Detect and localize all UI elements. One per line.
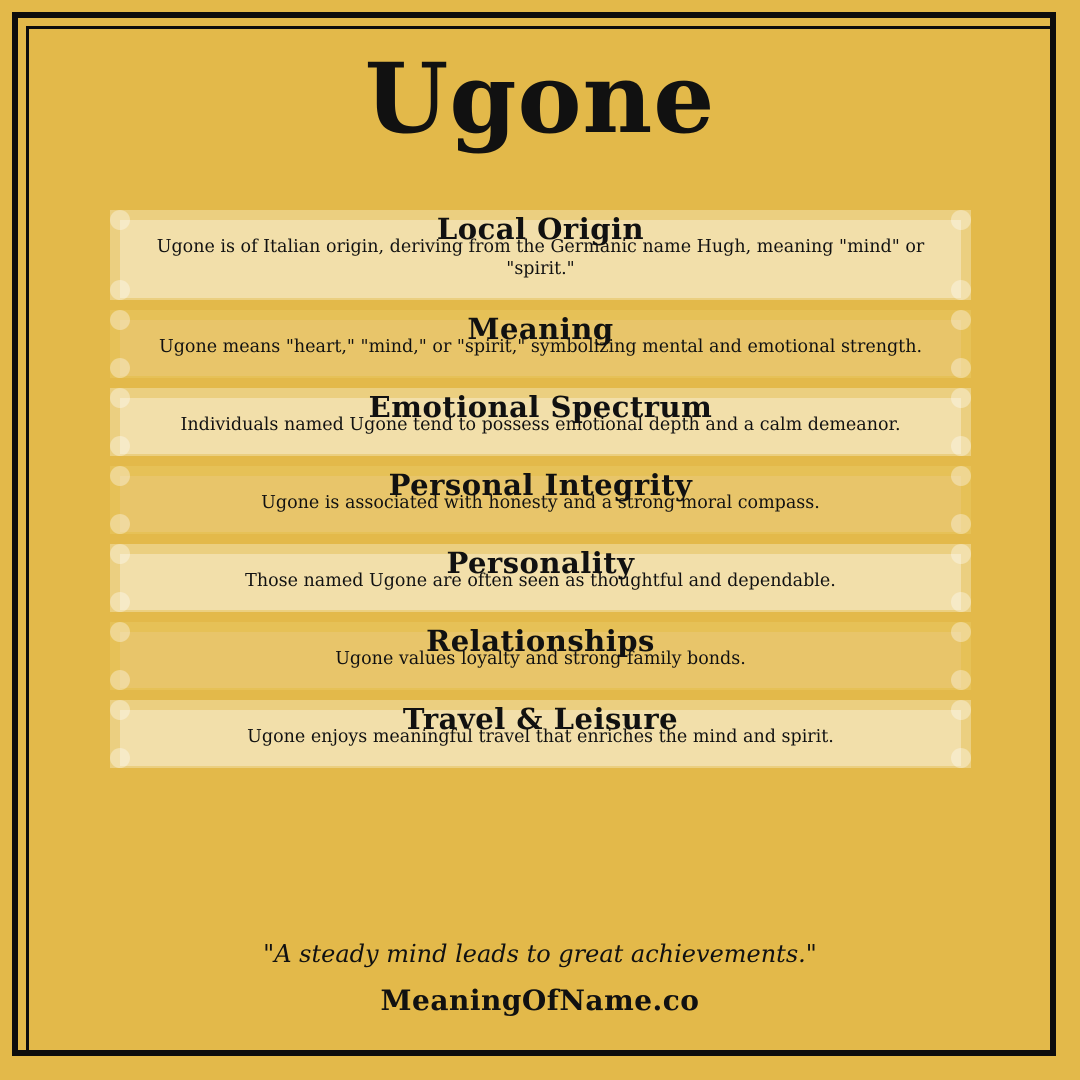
corner-dot [951, 592, 971, 612]
section-heading: Travel & Leisure [402, 702, 679, 736]
corner-dot [951, 210, 971, 230]
corner-dot [951, 310, 971, 330]
corner-dot [951, 436, 971, 456]
corner-dot [110, 544, 130, 564]
corner-dot [110, 280, 130, 300]
corner-dot [951, 358, 971, 378]
section-card-personal-integrity [110, 466, 971, 534]
section-text: Ugone is associated with honesty and a strong moral compass. [261, 493, 820, 513]
quote: "A steady mind leads to great achievements." [263, 940, 817, 968]
section-card-emotional-spectrum [110, 388, 971, 456]
section-card-local-origin [110, 210, 971, 300]
section-text: Ugone means "heart," "mind," or "spirit," symbolizing mental and emotional strength. [158, 337, 923, 357]
section-text: Ugone enjoys meaningful travel that enriches the mind and spirit. [247, 727, 834, 747]
corner-dot [110, 670, 130, 690]
section-card-personality [110, 544, 971, 612]
corner-dot [110, 700, 130, 720]
section-heading: Meaning [467, 312, 614, 346]
corner-dot [951, 280, 971, 300]
section-card-relationships [110, 622, 971, 690]
section-text: Individuals named Ugone tend to possess emotional depth and a calm demeanor. [180, 415, 901, 435]
section-heading: Personal Integrity [388, 468, 693, 502]
corner-dot [110, 592, 130, 612]
corner-dot [951, 622, 971, 642]
corner-dot [951, 670, 971, 690]
corner-dot [110, 514, 130, 534]
corner-dot [951, 388, 971, 408]
corner-dot [951, 748, 971, 768]
corner-dot [110, 358, 130, 378]
section-text: Ugone is of Italian origin, deriving from the Germanic name Hugh, meaning "mind" or "spirit." [156, 237, 925, 279]
corner-dot [951, 514, 971, 534]
corner-dot [110, 748, 130, 768]
corner-dot [110, 622, 130, 642]
corner-dot [110, 388, 130, 408]
section-text: Those named Ugone are often seen as thoughtful and dependable. [245, 571, 836, 591]
section-heading: Relationships [426, 624, 655, 658]
corner-dot [110, 310, 130, 330]
corner-dot [110, 466, 130, 486]
section-heading: Local Origin [436, 212, 645, 246]
sections-list [110, 210, 971, 778]
corner-dot [951, 700, 971, 720]
corner-dot [951, 466, 971, 486]
site-name: MeaningOfName.co [380, 984, 700, 1017]
section-heading: Emotional Spectrum [368, 390, 713, 424]
section-card-meaning [110, 310, 971, 378]
section-heading: Personality [446, 546, 635, 580]
corner-dot [110, 436, 130, 456]
corner-dot [110, 210, 130, 230]
page-title: Ugone [364, 42, 716, 155]
section-card-travel-leisure [110, 700, 971, 768]
section-text: Ugone values loyalty and strong family bonds. [335, 649, 746, 669]
corner-dot [951, 544, 971, 564]
